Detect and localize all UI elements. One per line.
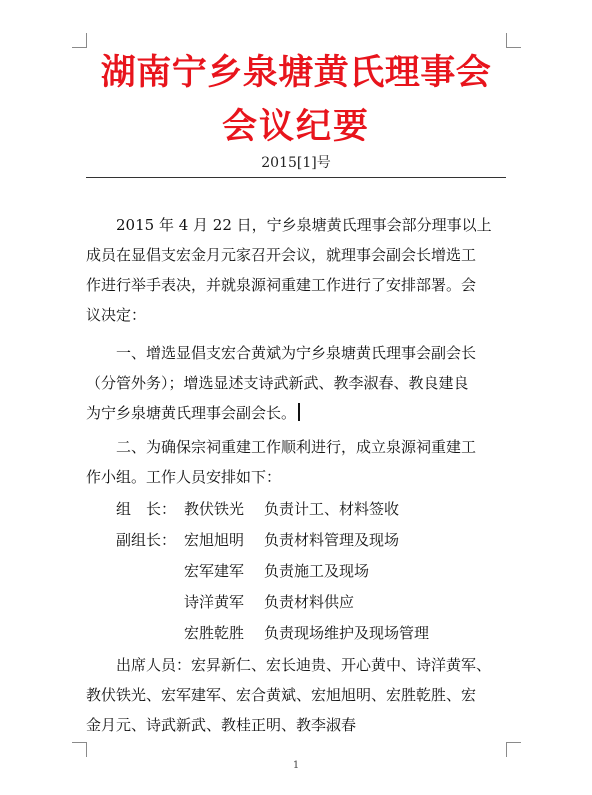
- work-group-row[interactable]: [86, 494, 506, 524]
- work-group-row[interactable]: [86, 587, 506, 617]
- item-two-paragraph[interactable]: [86, 432, 506, 492]
- work-group-name: 诗洋黄军: [184, 593, 245, 611]
- work-group-name: 宏军建军: [184, 562, 245, 580]
- attendees-line: 教伏铁光、宏军建军、宏合黄斌、宏旭旭明、宏胜乾胜、宏: [86, 686, 477, 704]
- item-one-paragraph[interactable]: [86, 338, 506, 428]
- work-group-row[interactable]: [86, 618, 506, 648]
- header-divider: [86, 177, 506, 178]
- work-group-duty: 负责施工及现场: [264, 562, 370, 580]
- crop-mark-bottom-left: [72, 742, 87, 757]
- issue-number: 2015[1]号: [261, 155, 331, 171]
- intro-paragraph[interactable]: [86, 210, 506, 330]
- intro-line: 议决定：: [86, 306, 147, 324]
- attendees-line: 出席人员：宏昇新仁、宏长迪贵、开心黄中、诗洋黄军、: [116, 656, 492, 674]
- crop-mark-bottom-right: [506, 742, 521, 757]
- item-two-line: 作小组。工作人员安排如下：: [86, 468, 282, 486]
- crop-mark-top-left: [72, 33, 87, 48]
- work-group-name: 教伏铁光: [184, 500, 245, 518]
- work-group-name: 宏旭旭明: [184, 531, 245, 549]
- intro-line: 成员在显倡支宏金月元家召开会议，就理事会副会长增选工: [86, 246, 477, 264]
- work-group-duty: 负责材料管理及现场: [264, 531, 400, 549]
- item-one-line: 为宁乡泉塘黄氏理事会副会长。: [86, 404, 297, 422]
- work-group-role: 副组长：: [116, 531, 177, 549]
- work-group-duty: 负责计工、材料签收: [264, 500, 400, 518]
- document-title-line-2: 会议纪要: [221, 106, 370, 147]
- intro-line: 作进行举手表决，并就泉源祠重建工作进行了安排部署。会: [86, 276, 477, 294]
- text-cursor: [298, 403, 300, 421]
- intro-line: 2015 年 4 月 22 日，宁乡泉塘黄氏理事会部分理事以上: [116, 216, 492, 234]
- item-one-line: （分管外务）；增选显述支诗武新武、教李淑春、教良建良: [86, 374, 469, 392]
- work-group-role: 组 长：: [116, 500, 177, 518]
- document-title-line-1: 湖南宁乡泉塘黄氏理事会: [100, 52, 492, 93]
- crop-mark-top-right: [506, 33, 521, 48]
- work-group-duty: 负责材料供应: [264, 593, 355, 611]
- page-number: 1: [292, 760, 300, 771]
- item-one-line: 一、增选显倡支宏合黄斌为宁乡泉塘黄氏理事会副会长: [116, 344, 477, 362]
- attendees-line: 金月元、诗武新武、教桂正明、教李淑春: [86, 716, 357, 734]
- work-group-row[interactable]: [86, 556, 506, 586]
- item-two-line: 二、为确保宗祠重建工作顺利进行，成立泉源祠重建工: [116, 438, 477, 456]
- work-group-duty: 负责现场维护及现场管理: [264, 624, 430, 642]
- work-group-name: 宏胜乾胜: [184, 624, 245, 642]
- work-group-row[interactable]: [86, 525, 506, 555]
- attendees-paragraph[interactable]: [86, 650, 506, 740]
